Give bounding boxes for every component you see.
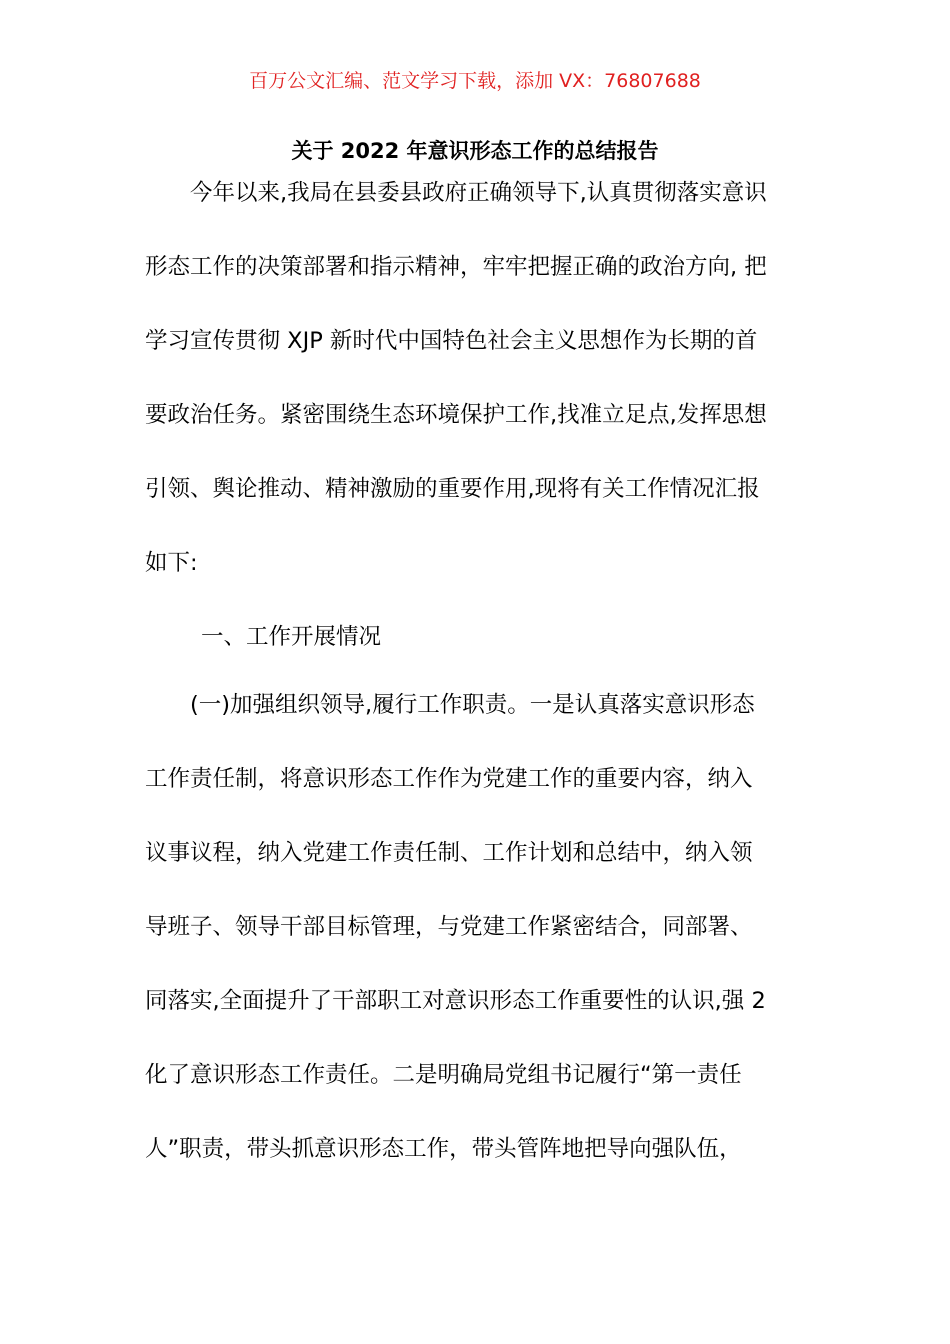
document-title: 关于 2022 年意识形态工作的总结报告 <box>291 139 659 163</box>
body-line: 学习宣传贯彻 XJP 新时代中国特色社会主义思想作为长期的首 <box>145 328 758 354</box>
section-heading: 一、工作开展情况 <box>201 624 382 650</box>
body-line: 如下: <box>145 550 198 576</box>
body-line: 形态工作的决策部署和指示精神，牢牢把握正确的政治方向, 把 <box>145 254 767 280</box>
body-line: 要政治任务。紧密围绕生态环境保护工作,找准立足点,发挥思想 <box>145 402 767 428</box>
body-line: 工作责任制，将意识形态工作作为党建工作的重要内容，纳入 <box>145 766 753 792</box>
body-line: 同落实,全面提升了干部职工对意识形态工作重要性的认识,强 2 <box>145 988 766 1014</box>
body-line: 议事议程，纳入党建工作责任制、工作计划和总结中，纳入领 <box>145 840 753 866</box>
body-line: 导班子、领导干部目标管理，与党建工作紧密结合，同部署、 <box>145 914 753 940</box>
watermark-header: 百万公文汇编、范文学习下载，添加 VX：76807688 <box>249 70 701 92</box>
body-line: 化了意识形态工作责任。二是明确局党组书记履行“第一责任 <box>145 1062 742 1088</box>
body-line: 引领、舆论推动、精神激励的重要作用,现将有关工作情况汇报 <box>145 476 760 502</box>
body-line: 人”职责，带头抓意识形态工作，带头管阵地把导向强队伍， <box>145 1136 742 1162</box>
body-line: (一)加强组织领导,履行工作职责。一是认真落实意识形态 <box>190 692 755 718</box>
body-line: 今年以来,我局在县委县政府正确领导下,认真贯彻落实意识 <box>190 180 767 206</box>
